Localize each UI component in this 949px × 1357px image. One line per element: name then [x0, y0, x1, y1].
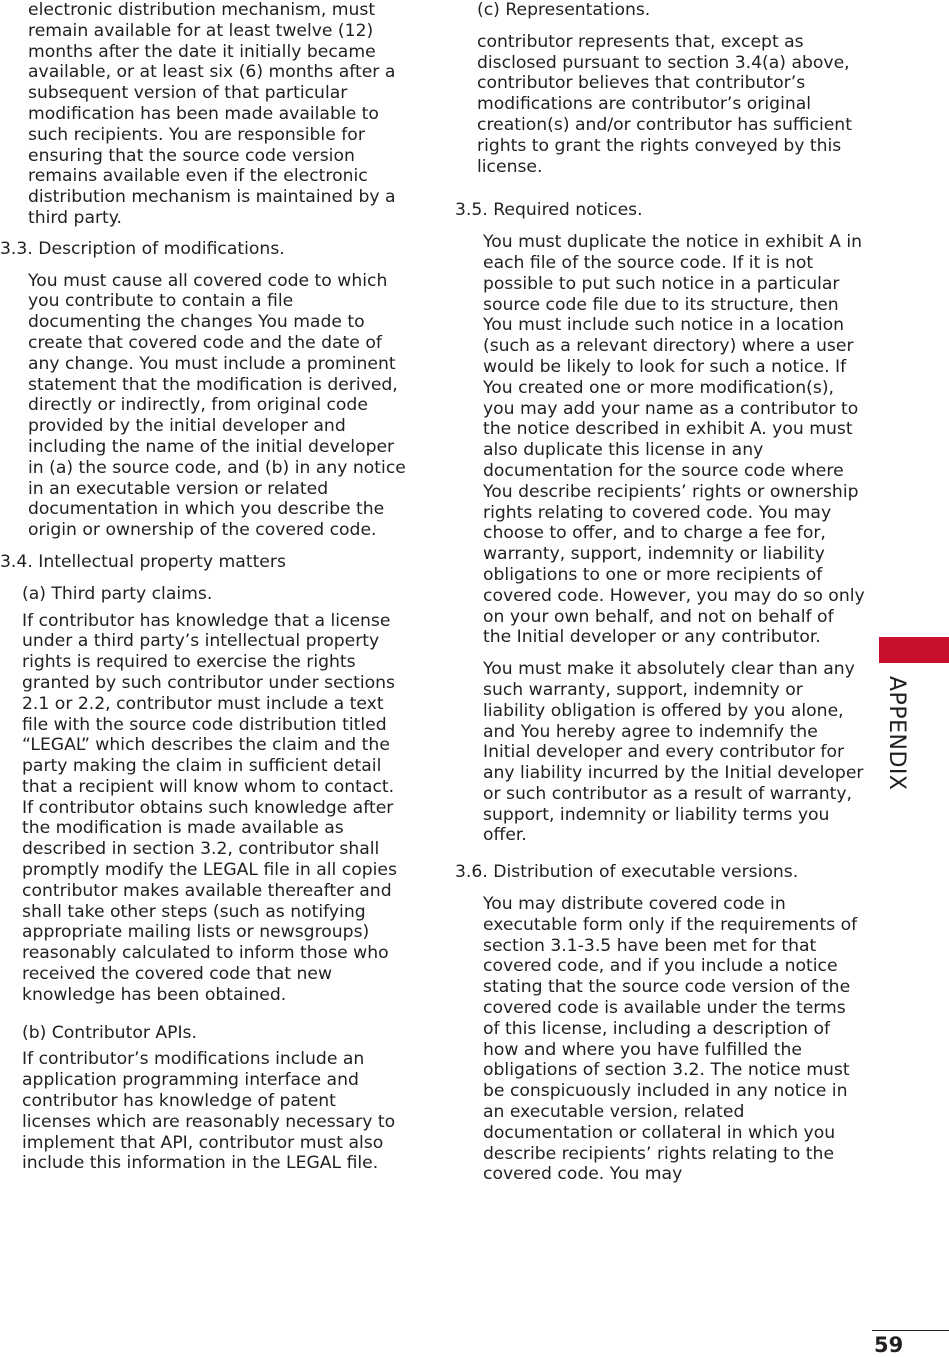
- section-3-4a-heading: (a) Third party claims.: [22, 583, 213, 604]
- section-3-3-body: You must cause all covered code to which you contribute to contain a file documenting the changes You made to create that covered code and the date of any change. You must include a prominent statement that the modification is derived, directly or indirectly, from original code provided by the initial developer and including the name of the initial developer in (a) the source code, and (b) in any notice in an executable version or related documentation in which you describe the origin or ownership of the covered code.: [28, 270, 406, 541]
- page-number: 59: [874, 1333, 904, 1357]
- section-3-5-heading: 3.5. Required notices.: [455, 200, 643, 221]
- section-3-2-continued: electronic distribution mechanism, must remain available for at least twelve (12) months after the date it initially became available, or at least six (6) months after a subsequent version of that particular modification has been made available to such recipients. You are responsible for ensuring that the source code version remains available even if the electronic distribution mechanism is maintained by a third party.: [28, 0, 396, 228]
- section-3-5-body-1: You must duplicate the notice in exhibit A in each file of the source code. If it is not possible to put such notice in a particular source code file due to its structure, then You must include such notice in a location (such as a relevant directory) where a user would be likely to look for such a notice. If You created one or more modification(s), you may add your name as a contributor to the notice described in exhibit A. you must also duplicate this license in any documentation for the source code where You describe recipients’ rights or ownership rights relating to covered code. You may choose to offer, and to charge a fee for, warranty, support, indemnity or liability obligations to one or more recipients of covered code. However, you may do so only on your own behalf, and not on behalf of the Initial developer or any contributor.: [483, 232, 865, 648]
- left-column: [0, 0, 410, 1174]
- section-3-4-heading: 3.4. Intellectual property matters: [0, 551, 286, 572]
- section-3-4b-body: If contributor’s modifications include an application programming interface and contributor has knowledge of patent licenses which are reasonably necessary to implement that API, contributor must also include this information in the LEGAL file.: [22, 1049, 396, 1174]
- appendix-label: APPENDIX: [884, 676, 909, 791]
- section-3-5-body-2: You must make it absolutely clear than any such warranty, support, indemnity or liability obligation is offered by you alone, and You hereby agree to indemnify the Initial developer and every contributor for any liability incurred by the Initial developer or such contributor as a result of warranty, support, indemnity or liability terms you offer.: [483, 659, 864, 846]
- section-3-4c-heading: (c) Representations.: [477, 0, 651, 20]
- section-3-6-body: You may distribute covered code in executable form only if the requirements of section 3.1-3.5 have been met for that covered code, and if you include a notice stating that the source code version of the covered code is available under the terms of this license, including a description of how and where you have fulfilled the obligations of section 3.2. The notice must be conspicuously included in any notice in an executable version, related documentation or collateral in which you describe recipients’ rights relating to the covered code. You may: [483, 894, 858, 1185]
- section-3-4a-body: If contributor has knowledge that a license under a third party’s intellectual property rights is required to exercise the rights granted by such contributor under sections 2.1 or 2.2, contributor must include a text file with the source code distribution titled “LEGAL” which describes the claim and the party making the claim in sufficient detail that a recipient will know whom to contact. If contributor obtains such knowledge after the modification is made available as described in section 3.2, contributor shall promptly modify the LEGAL file in all copies contributor makes available thereafter and shall take other steps (such as notifying appropriate mailing lists or newsgroups) reasonably calculated to inform those who received the covered code that new knowledge has been obtained.: [22, 610, 397, 1005]
- appendix-tab-marker: [879, 637, 949, 663]
- section-3-4c-body: contributor represents that, except as disclosed pursuant to section 3.4(a) above, contributor believes that contributor’s modifications are contributor’s original creation(s) and/or contributor has sufficient rights to grant the rights conveyed by this license.: [477, 31, 852, 177]
- page-number-rule: [872, 1330, 949, 1331]
- section-3-3-heading: 3.3. Description of modifications.: [0, 238, 285, 259]
- section-3-4b-heading: (b) Contributor APIs.: [22, 1022, 197, 1043]
- section-3-6-heading: 3.6. Distribution of executable versions.: [455, 862, 799, 883]
- right-column: [455, 0, 865, 1185]
